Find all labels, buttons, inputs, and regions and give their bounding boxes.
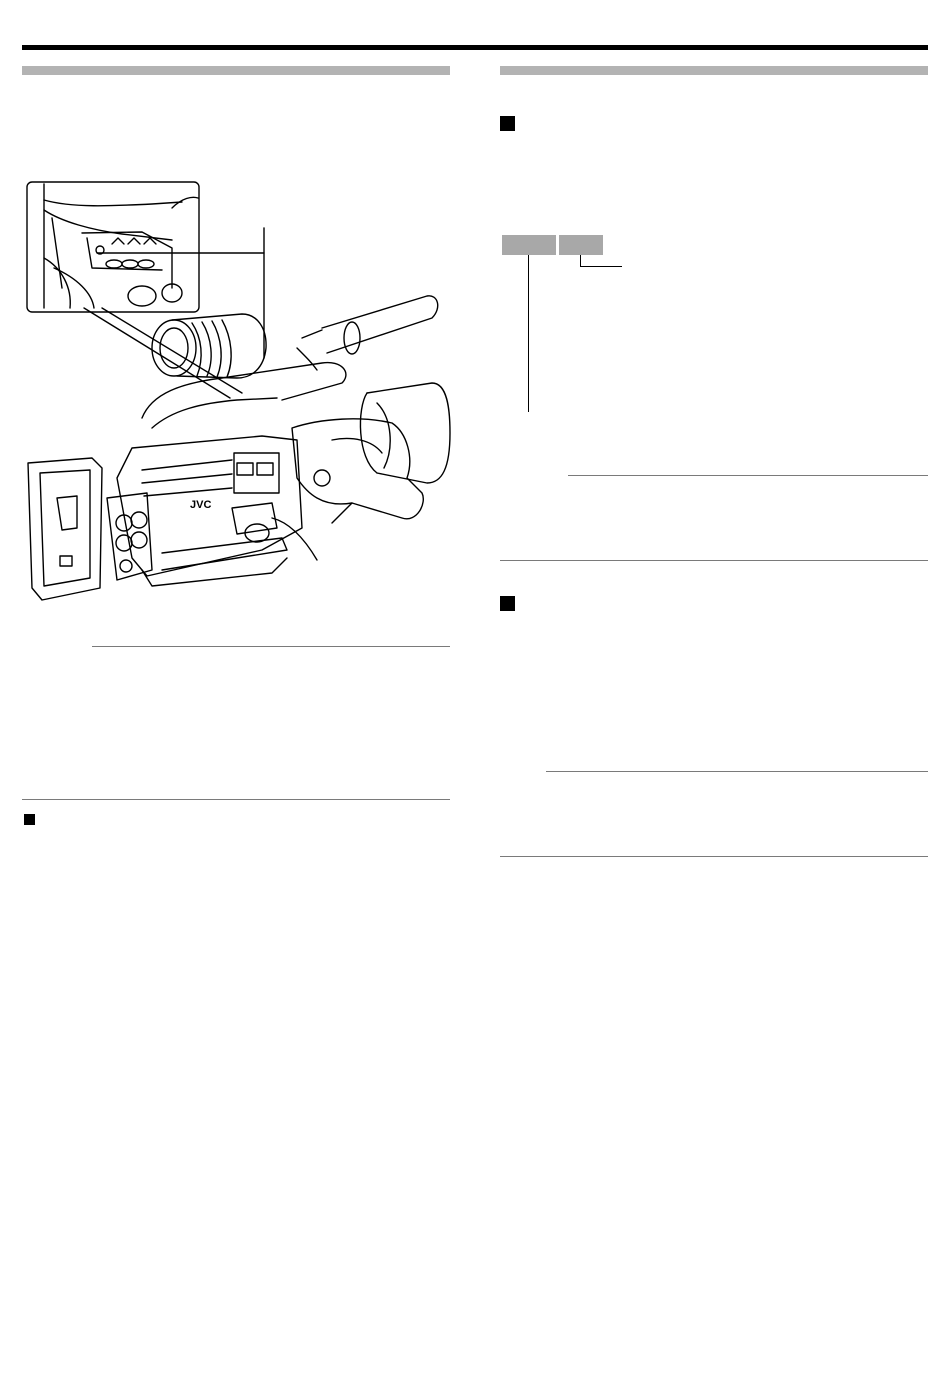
right-note-rule-1	[568, 475, 928, 476]
left-section-divider	[22, 799, 450, 800]
square-bullet-icon	[500, 116, 515, 131]
jvc-logo: JVC	[190, 499, 212, 511]
right-section-divider-2	[500, 856, 928, 857]
right-section-divider-1	[500, 560, 928, 561]
tab-1-callout-vertical	[528, 255, 529, 412]
page-top-rule	[22, 45, 928, 50]
display-tab-1	[502, 235, 556, 255]
display-tab-2	[559, 235, 603, 255]
tab-2-callout-vertical	[580, 255, 581, 266]
right-note-rule-2	[546, 771, 928, 772]
inset-detail-box	[27, 182, 199, 312]
tab-2-callout-horizontal	[580, 266, 622, 267]
left-note-rule	[92, 646, 450, 647]
square-bullet-icon	[500, 596, 515, 611]
right-section-header-bar	[500, 66, 928, 75]
square-bullet-icon	[24, 814, 35, 825]
left-section-header-bar	[22, 66, 450, 75]
camcorder-illustration	[22, 178, 454, 610]
